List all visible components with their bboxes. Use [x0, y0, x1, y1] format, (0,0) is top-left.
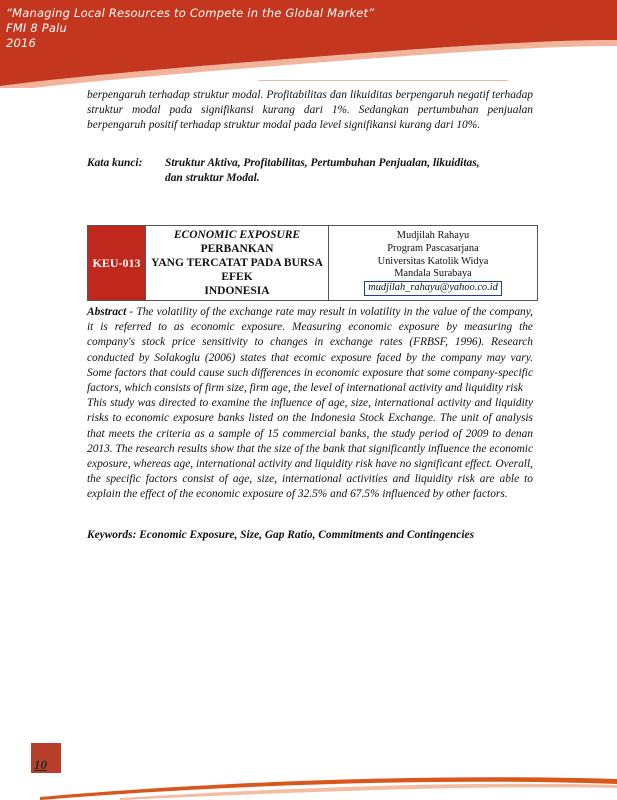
- conference-year: 2016: [6, 36, 37, 50]
- paper-title-part1: PERBANKAN: [200, 243, 274, 255]
- paper-title-part3: INDONESIA: [204, 285, 270, 297]
- header-text: [6, 6, 374, 51]
- paper-title-italic: ECONOMIC EXPOSURE: [173, 229, 301, 241]
- abstract: [87, 305, 533, 503]
- paper-title: [146, 226, 329, 301]
- keywords-id-label: Kata kunci:: [87, 157, 143, 169]
- page-number: 10: [34, 757, 47, 772]
- author-name: Mudjilah Rahayu: [396, 230, 470, 241]
- paper-entry-table: [87, 225, 538, 301]
- keywords-id-values: [165, 156, 525, 186]
- author-university: Universitas Katolik Widya: [377, 255, 489, 267]
- abstract-para1-text: - The volatility of the exchange rate may result in volatility in the value of the company, it is referred to as economic exposure. Measuring economic exposure by measuring the company's stock price sensitivity to changes in exchange rates (FRBSF, 1996). Research conducted by Solakoglu (2006) states that ecomic exposure faced by the company may vary. Some factors that could cause such differences in economic exposure that some company-specific factors, which consists of firm size, firm age, the level of international activity and liquidity risk: [87, 306, 533, 395]
- keywords-id-line2: dan struktur Modal.: [165, 172, 260, 185]
- conference-theme: “Managing Local Resources to Compete in the Global Market”: [6, 6, 375, 20]
- abstract-label: Abstract: [87, 306, 127, 318]
- keywords-id-line1: Struktur Aktiva, Profitabilitas, Pertumbuhan Penjualan, likuiditas,: [165, 157, 480, 169]
- abstract-para2: This study was directed to examine the influence of age, size, international activity and liquidity risks to economic exposure banks listed on the Indonesia Stock Exchange. The unit of analysis that meets the criteria as a sample of 15 commercial banks, the study period of 2009 to denan 2013. The research results show that the size of the bank that significantly influence the economic exposure, whereas age, international activity and liquidity risk have no significant effect. Overall, the specific factors consist of age, size, international activities and liquidity risk are able to explain the effect of the economic exposure of 32.5% and 67.5% influenced by other factors.: [87, 397, 533, 501]
- author-city: Mandala Surabaya: [394, 268, 472, 280]
- author-program: Program Pascasarjana: [387, 242, 479, 254]
- paper-code: KEU-013: [88, 226, 146, 301]
- header-rule: [258, 80, 508, 81]
- keywords-en: Keywords: Economic Exposure, Size, Gap Ratio, Commitments and Contingencies: [87, 529, 475, 541]
- author-email-link[interactable]: mudjilah_rahayu@yahoo.co.id: [364, 281, 502, 296]
- author-info: [329, 226, 538, 301]
- previous-abstract-tail: berpengaruh terhadap struktur modal. Profitabilitas dan likuiditas berpengaruh negatif terhadap struktur modal pada signifikansi kurang dari 1%. Sedangkan pertumbuhan penjualan berpengaruh positif terhadap struktur modal pada level signifikansi kurang dari 10%.: [87, 89, 533, 132]
- conference-name: FMI 8 Palu: [6, 21, 68, 35]
- footer-swoosh: [0, 735, 617, 800]
- abstract-para1: [87, 305, 533, 396]
- paper-title-part2: YANG TERCATAT PADA BURSA EFEK: [151, 257, 323, 283]
